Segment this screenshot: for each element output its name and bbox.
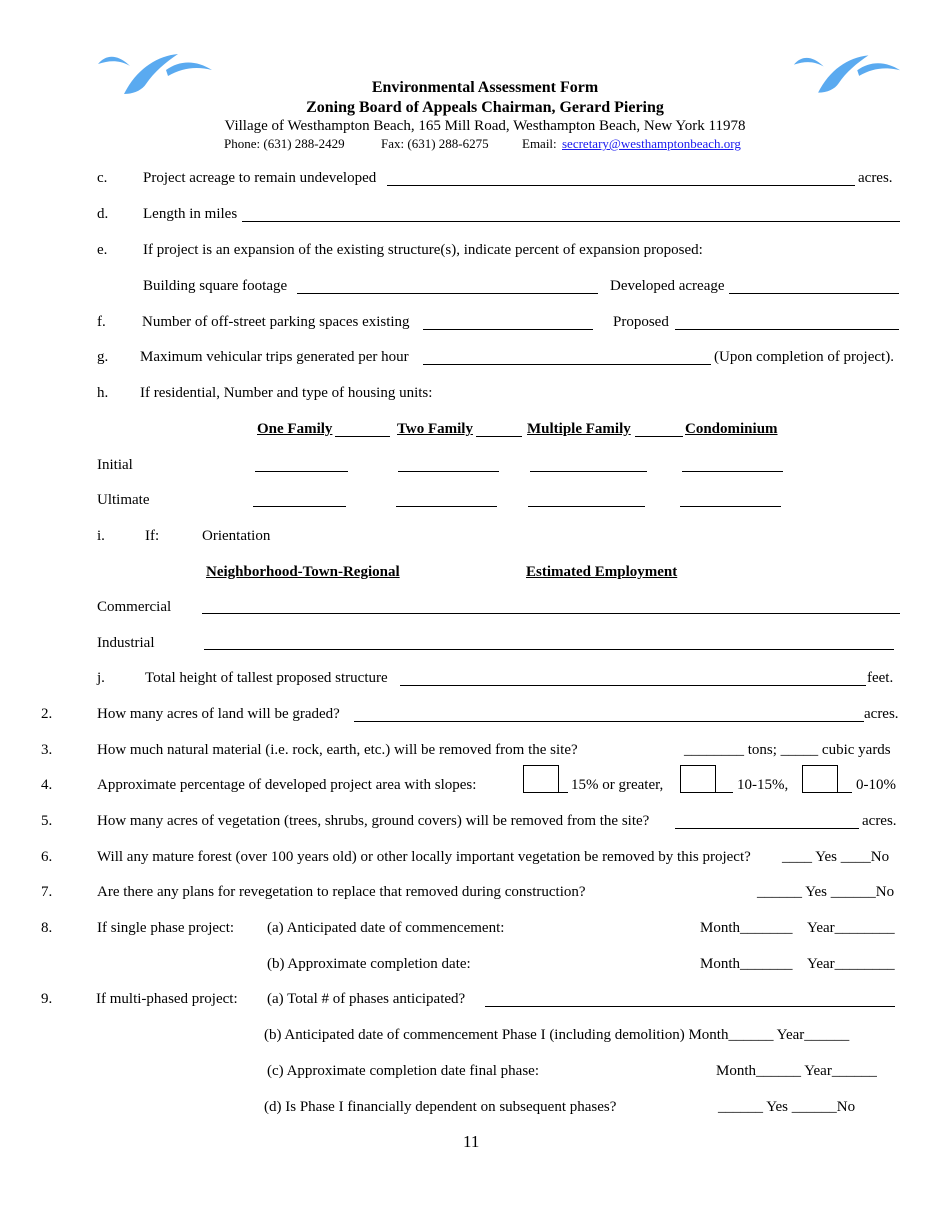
q9-d-label: (d) Is Phase I financially dependent on subsequent phases? — [264, 1099, 617, 1115]
item-f-proposed-label: Proposed — [613, 314, 669, 330]
item-f-existing-field[interactable] — [423, 329, 593, 330]
q4-blank — [558, 792, 568, 793]
form-title: Environmental Assessment Form — [371, 79, 599, 96]
housing-col-two-family: Two Family — [397, 421, 473, 437]
item-f-letter: f. — [97, 314, 106, 330]
q5-unit: acres. — [862, 813, 897, 829]
housing-ultimate-two-family-field[interactable] — [396, 506, 497, 507]
q4-option-1: 15% or greater, — [571, 777, 664, 793]
item-e-building-field[interactable] — [297, 293, 598, 294]
item-c-unit: acres. — [858, 170, 893, 186]
form-address: Village of Westhampton Beach, 165 Mill Road, Westhampton Beach, New York 11978 — [224, 118, 746, 134]
q9-a-field[interactable] — [485, 1006, 895, 1007]
housing-col-underline — [635, 436, 683, 437]
q6-number: 6. — [41, 849, 53, 865]
item-i-letter: i. — [97, 528, 105, 544]
q4-checkbox-10-15[interactable] — [680, 765, 716, 793]
item-j-unit: feet. — [867, 670, 894, 686]
item-f-proposed-field[interactable] — [675, 329, 899, 330]
orientation-commercial-field[interactable] — [202, 613, 900, 614]
q2-unit: acres. — [864, 706, 899, 722]
q3-text: How much natural material (i.e. rock, earth, etc.) will be removed from the site? — [97, 742, 578, 758]
item-c-letter: c. — [97, 170, 108, 186]
q8-b-year[interactable]: Year________ — [807, 956, 895, 972]
item-d-letter: d. — [97, 206, 109, 222]
contact-fax: Fax: (631) 288-6275 — [381, 136, 489, 151]
q3-number: 3. — [41, 742, 53, 758]
housing-ultimate-multiple-family-field[interactable] — [528, 506, 645, 507]
q8-number: 8. — [41, 920, 53, 936]
housing-ultimate-condominium-field[interactable] — [680, 506, 781, 507]
item-i-orientation: Orientation — [202, 528, 271, 544]
item-h-letter: h. — [97, 385, 109, 401]
q8-b-month[interactable]: Month_______ — [700, 956, 793, 972]
item-h-label: If residential, Number and type of housing units: — [140, 385, 433, 401]
item-e-label: If project is an expansion of the existing structure(s), indicate percent of expansion proposed: — [143, 242, 703, 258]
item-e-developed-label: Developed acreage — [610, 278, 725, 294]
q4-option-3: 0-10% — [856, 777, 896, 793]
item-g-suffix: (Upon completion of project). — [714, 349, 894, 365]
q7-answer[interactable]: ______ Yes ______No — [757, 884, 895, 900]
q9-c-date[interactable]: Month______ Year______ — [716, 1063, 877, 1079]
item-e-developed-field[interactable] — [729, 293, 899, 294]
q9-text: If multi-phased project: — [96, 991, 238, 1007]
q9-b-label[interactable]: (b) Anticipated date of commencement Phase I (including demolition) Month______ Year______ — [264, 1027, 850, 1043]
q7-text: Are there any plans for revegetation to replace that removed during construction? — [97, 884, 586, 900]
item-c-label: Project acreage to remain undeveloped — [143, 170, 377, 186]
item-e-building-label: Building square footage — [143, 278, 288, 294]
item-f-label: Number of off-street parking spaces existing — [142, 314, 410, 330]
orientation-col-neighborhood: Neighborhood-Town-Regional — [206, 564, 400, 580]
page-number: 11 — [463, 1132, 480, 1151]
q4-checkbox-0-10[interactable] — [802, 765, 838, 793]
q6-answer[interactable]: ____ Yes ____No — [782, 849, 890, 865]
contact-email-link[interactable]: secretary@westhamptonbeach.org — [562, 136, 741, 151]
item-d-field[interactable] — [242, 221, 900, 222]
housing-col-condominium: Condominium — [685, 421, 778, 437]
q2-number: 2. — [41, 706, 53, 722]
q4-number: 4. — [41, 777, 53, 793]
q9-number: 9. — [41, 991, 53, 1007]
q9-d-answer[interactable]: ______ Yes ______No — [718, 1099, 856, 1115]
item-e-letter: e. — [97, 242, 108, 258]
q5-field[interactable] — [675, 828, 859, 829]
housing-initial-multiple-family-field[interactable] — [530, 471, 647, 472]
q4-blank — [837, 792, 852, 793]
q5-text: How many acres of vegetation (trees, shrubs, ground covers) will be removed from the site? — [97, 813, 650, 829]
q4-text: Approximate percentage of developed project area with slopes: — [97, 777, 477, 793]
item-c-field[interactable] — [387, 185, 855, 186]
item-j-label: Total height of tallest proposed structure — [145, 670, 388, 686]
q4-blank — [715, 792, 733, 793]
q8-a-month[interactable]: Month_______ — [700, 920, 793, 936]
item-d-label: Length in miles — [143, 206, 238, 222]
q9-c-label: (c) Approximate completion date final phase: — [267, 1063, 539, 1079]
orientation-row-industrial: Industrial — [97, 635, 155, 651]
orientation-row-commercial: Commercial — [97, 599, 172, 615]
item-g-label: Maximum vehicular trips generated per hour — [140, 349, 409, 365]
q8-text: If single phase project: — [97, 920, 235, 936]
contact-email-label: Email: — [522, 136, 557, 151]
housing-initial-two-family-field[interactable] — [398, 471, 499, 472]
orientation-industrial-field[interactable] — [204, 649, 894, 650]
q6-text: Will any mature forest (over 100 years old) or other locally important vegetation be removed by this project? — [97, 849, 751, 865]
q8-b-label: (b) Approximate completion date: — [267, 956, 471, 972]
q9-a-label: (a) Total # of phases anticipated? — [267, 991, 466, 1007]
q3-answer[interactable]: ________ tons; _____ cubic yards — [684, 742, 891, 758]
q8-a-year[interactable]: Year________ — [807, 920, 895, 936]
q8-a-label: (a) Anticipated date of commencement: — [267, 920, 505, 936]
housing-col-underline — [335, 436, 390, 437]
contact-phone: Phone: (631) 288-2429 — [224, 136, 345, 151]
q2-text: How many acres of land will be graded? — [97, 706, 340, 722]
housing-col-underline — [476, 436, 522, 437]
item-j-field[interactable] — [400, 685, 866, 686]
housing-initial-condominium-field[interactable] — [682, 471, 783, 472]
q4-checkbox-15-or-greater[interactable] — [523, 765, 559, 793]
housing-initial-one-family-field[interactable] — [255, 471, 348, 472]
orientation-col-employment: Estimated Employment — [526, 564, 678, 580]
q4-option-2: 10-15%, — [737, 777, 789, 793]
q5-number: 5. — [41, 813, 53, 829]
housing-row-ultimate: Ultimate — [97, 492, 150, 508]
item-j-letter: j. — [97, 670, 105, 686]
form-subtitle: Zoning Board of Appeals Chairman, Gerard Piering — [306, 99, 664, 116]
item-g-letter: g. — [97, 349, 109, 365]
item-g-field[interactable] — [423, 364, 711, 365]
q2-field[interactable] — [354, 721, 864, 722]
housing-ultimate-one-family-field[interactable] — [253, 506, 346, 507]
q7-number: 7. — [41, 884, 53, 900]
item-i-if: If: — [145, 528, 160, 544]
housing-col-multiple-family: Multiple Family — [527, 421, 631, 437]
housing-col-one-family: One Family — [257, 421, 333, 437]
housing-row-initial: Initial — [97, 457, 133, 473]
